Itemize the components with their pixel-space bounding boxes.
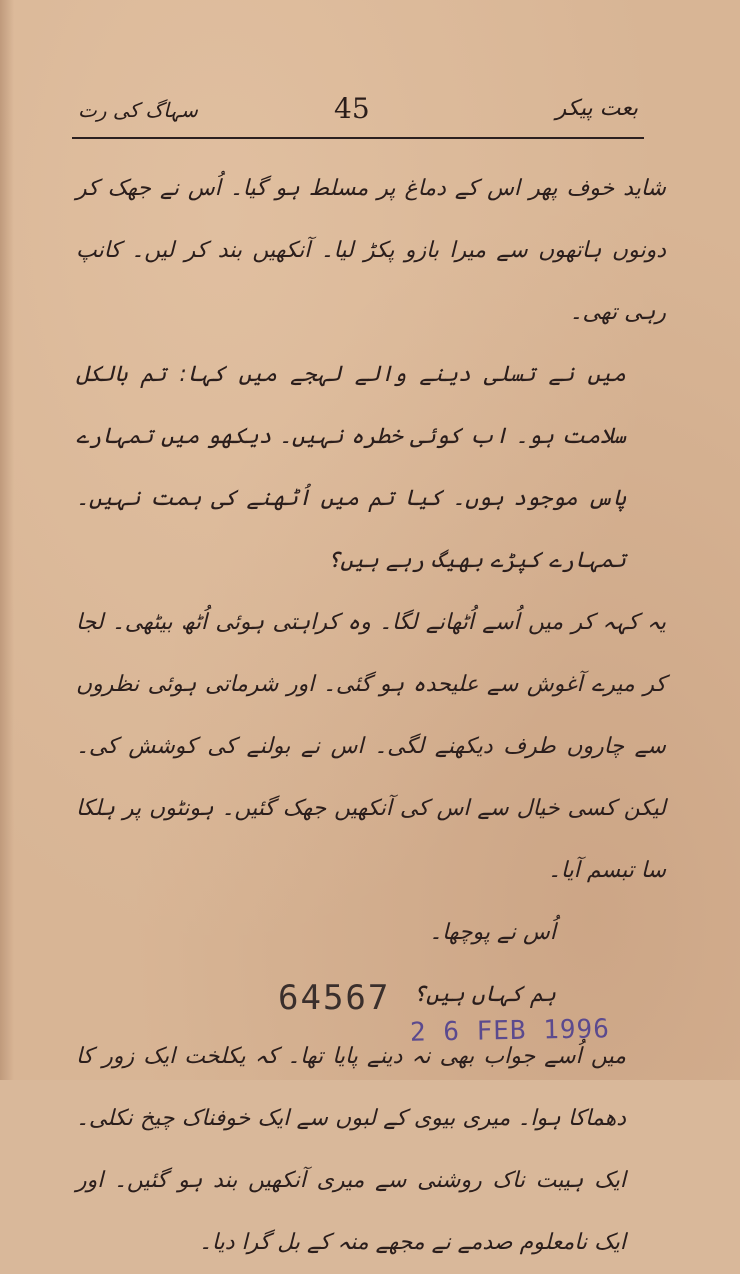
paragraph-6: میں اُسے جواب بھی نہ دینے پایا تھا۔ کہ یکلخت ایک زور کا دھماکا ہوا۔ میری بیوی کے لبوں سے ایک خوفناک چیخ نکلی۔ ایک ہیبت ناک روشنی سے میری آنکھیں بند ہو گئیں۔ اور ایک نامعلوم صدمے نے مجھے منہ کے بل گرا دیا۔ [76,1044,626,1255]
paragraph-5: ہم کہاں ہیں؟ [413,982,556,1007]
page-edge-shadow [0,0,14,1080]
running-header [72,92,644,132]
paragraph-2: میں نے تسلی دینے والے لہجے میں کہا: تم بالکل سلامت ہو۔ اب کوئی خطرہ نہیں۔ دیکھو میں تمہارے پاس موجود ہوں۔ کیا تم میں اُٹھنے کی ہمت نہیں۔ تمہارے کپڑے بھیگ رہے ہیں؟ [76,362,626,573]
paragraph-3: یہ کہہ کر میں اُسے اُٹھانے لگا۔ وہ کراہتی ہوئی اُٹھ بیٹھی۔ لجا کر میرے آغوش سے علیحدہ ہو گئی۔ اور شرماتی ہوئی نظروں سے چاروں طرف دیکھنے لگی۔ اس نے بولنے کی کوشش کی۔ لیکن کسی خیال سے اس کی آنکھیں جھک گئیں۔ ہونٹوں پر ہلکا سا تبسم آیا۔ [76,610,666,883]
catalog-number-stamp: 64567 [278,978,391,1018]
paragraph-4: اُس نے پوچھا۔ [429,920,556,945]
page-number: 45 [334,92,370,125]
date-stamp: 2 6 FEB 1996 [409,1014,611,1048]
chapter-title: سہاگ کی رت [78,98,198,122]
page-body [76,158,666,1274]
book-title: بعت پیکر [555,96,638,121]
header-rule [72,137,644,139]
paragraph-1: شاید خوف پھر اس کے دماغ پر مسلط ہو گیا۔ اُس نے جھک کر دونوں ہاتھوں سے میرا بازو پکڑ لیا۔ آنکھیں بند کر لیں۔ کانپ رہی تھی۔ [76,176,666,325]
